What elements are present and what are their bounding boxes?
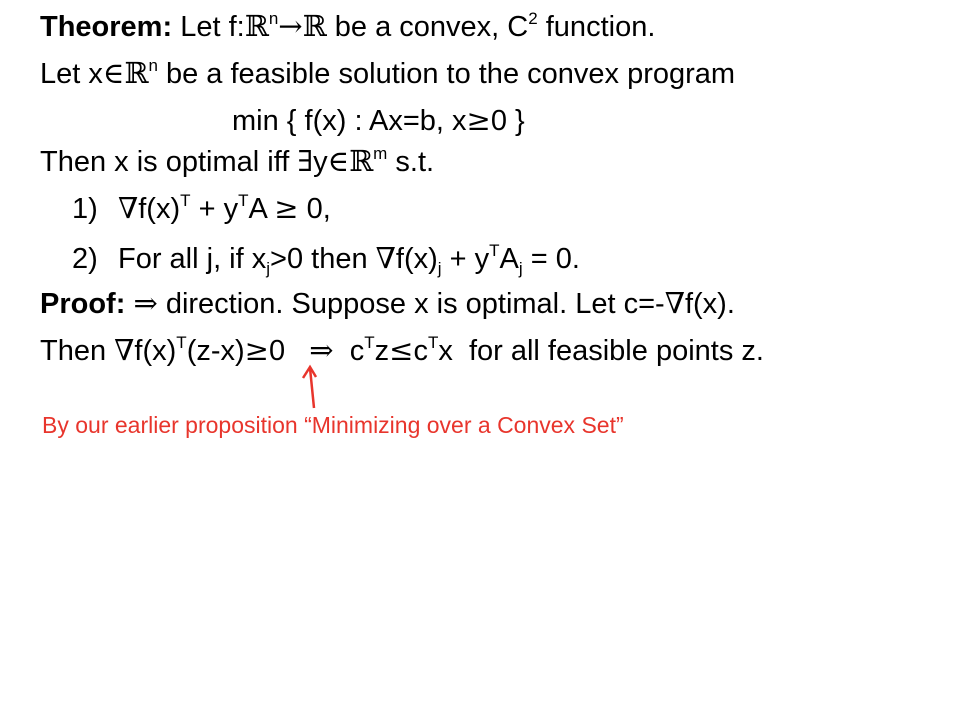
text: 0 [268, 335, 286, 367]
annotation-note: By our earlier proposition “Minimizing over a Convex Set” [42, 412, 624, 438]
superscript: T [427, 333, 439, 352]
subscript: j [266, 259, 271, 278]
text: c [413, 335, 428, 367]
text: be a feasible solution to the convex program [165, 58, 736, 90]
superscript: m [373, 144, 388, 163]
superscript: T [238, 191, 249, 210]
reals-symbol: ℝ [244, 9, 269, 43]
arrow-symbol: → [278, 9, 303, 43]
text: + y [441, 243, 490, 275]
item-number: 1) [72, 193, 98, 225]
superscript: T [364, 333, 375, 352]
text: direction. Suppose x is optimal. Let c=- [165, 288, 665, 320]
nabla-symbol: ∇ [664, 286, 685, 320]
geq-symbol: ≥ [244, 333, 269, 367]
text: f(x) [134, 335, 177, 367]
text: Let f: [180, 11, 245, 43]
geq-symbol: ≥ [274, 191, 299, 225]
superscript: T [176, 333, 187, 352]
text: 0, [306, 193, 331, 225]
geq-symbol: ≥ [466, 103, 491, 137]
up-arrow-icon [300, 364, 324, 410]
text: min { f(x) : Ax=b, x [232, 105, 467, 137]
superscript: n [268, 9, 279, 28]
leq-symbol: ≤ [389, 333, 414, 367]
proof-label: Proof: [40, 288, 126, 320]
text: + y [190, 193, 239, 225]
proof-line [40, 285, 735, 322]
exists-symbol: ∃ [297, 144, 314, 178]
text: A [499, 243, 519, 275]
element-of-symbol: ∈ [102, 56, 125, 90]
condition-1 [72, 190, 331, 227]
item-number: 2) [72, 243, 98, 275]
subscript: j [518, 259, 523, 278]
reals-symbol: ℝ [124, 56, 149, 90]
text: function. [545, 11, 656, 43]
text: s.t. [395, 146, 435, 178]
feasible-line [40, 55, 735, 92]
text: Then x is optimal iff [40, 146, 290, 178]
text: For all j, if x [118, 243, 267, 275]
subscript: j [437, 259, 442, 278]
reals-symbol: ℝ [302, 9, 327, 43]
implies-symbol: ⇒ [133, 286, 158, 320]
nabla-symbol: ∇ [118, 191, 139, 225]
nabla-symbol: ∇ [375, 241, 396, 275]
nabla-symbol: ∇ [114, 333, 135, 367]
theorem-label: Theorem: [40, 11, 173, 43]
program-line [232, 102, 525, 139]
theorem-line [40, 8, 655, 45]
text: y [313, 146, 328, 178]
text: (z-x) [186, 335, 245, 367]
text: A [248, 193, 267, 225]
text: >0 then [270, 243, 368, 275]
text: z [374, 335, 390, 367]
text: 0 } [490, 105, 525, 137]
text: f(x). [684, 288, 735, 320]
text: f(x) [395, 243, 438, 275]
then-line [40, 332, 764, 369]
text: x [438, 335, 453, 367]
element-of-symbol: ∈ [327, 144, 350, 178]
superscript: T [180, 191, 191, 210]
text: f(x) [138, 193, 181, 225]
superscript: 2 [528, 9, 538, 28]
optimal-line [40, 143, 434, 180]
condition-2 [72, 240, 580, 277]
superscript: n [148, 56, 158, 75]
implies-symbol: ⇒ [309, 333, 334, 367]
text: Then [40, 335, 107, 367]
reals-symbol: ℝ [349, 144, 374, 178]
text: Let x [40, 58, 103, 90]
text: for all feasible points z. [468, 335, 764, 367]
text: = 0. [522, 243, 580, 275]
superscript: T [489, 241, 500, 260]
text: be a convex, C [334, 11, 529, 43]
text: c [349, 335, 365, 367]
